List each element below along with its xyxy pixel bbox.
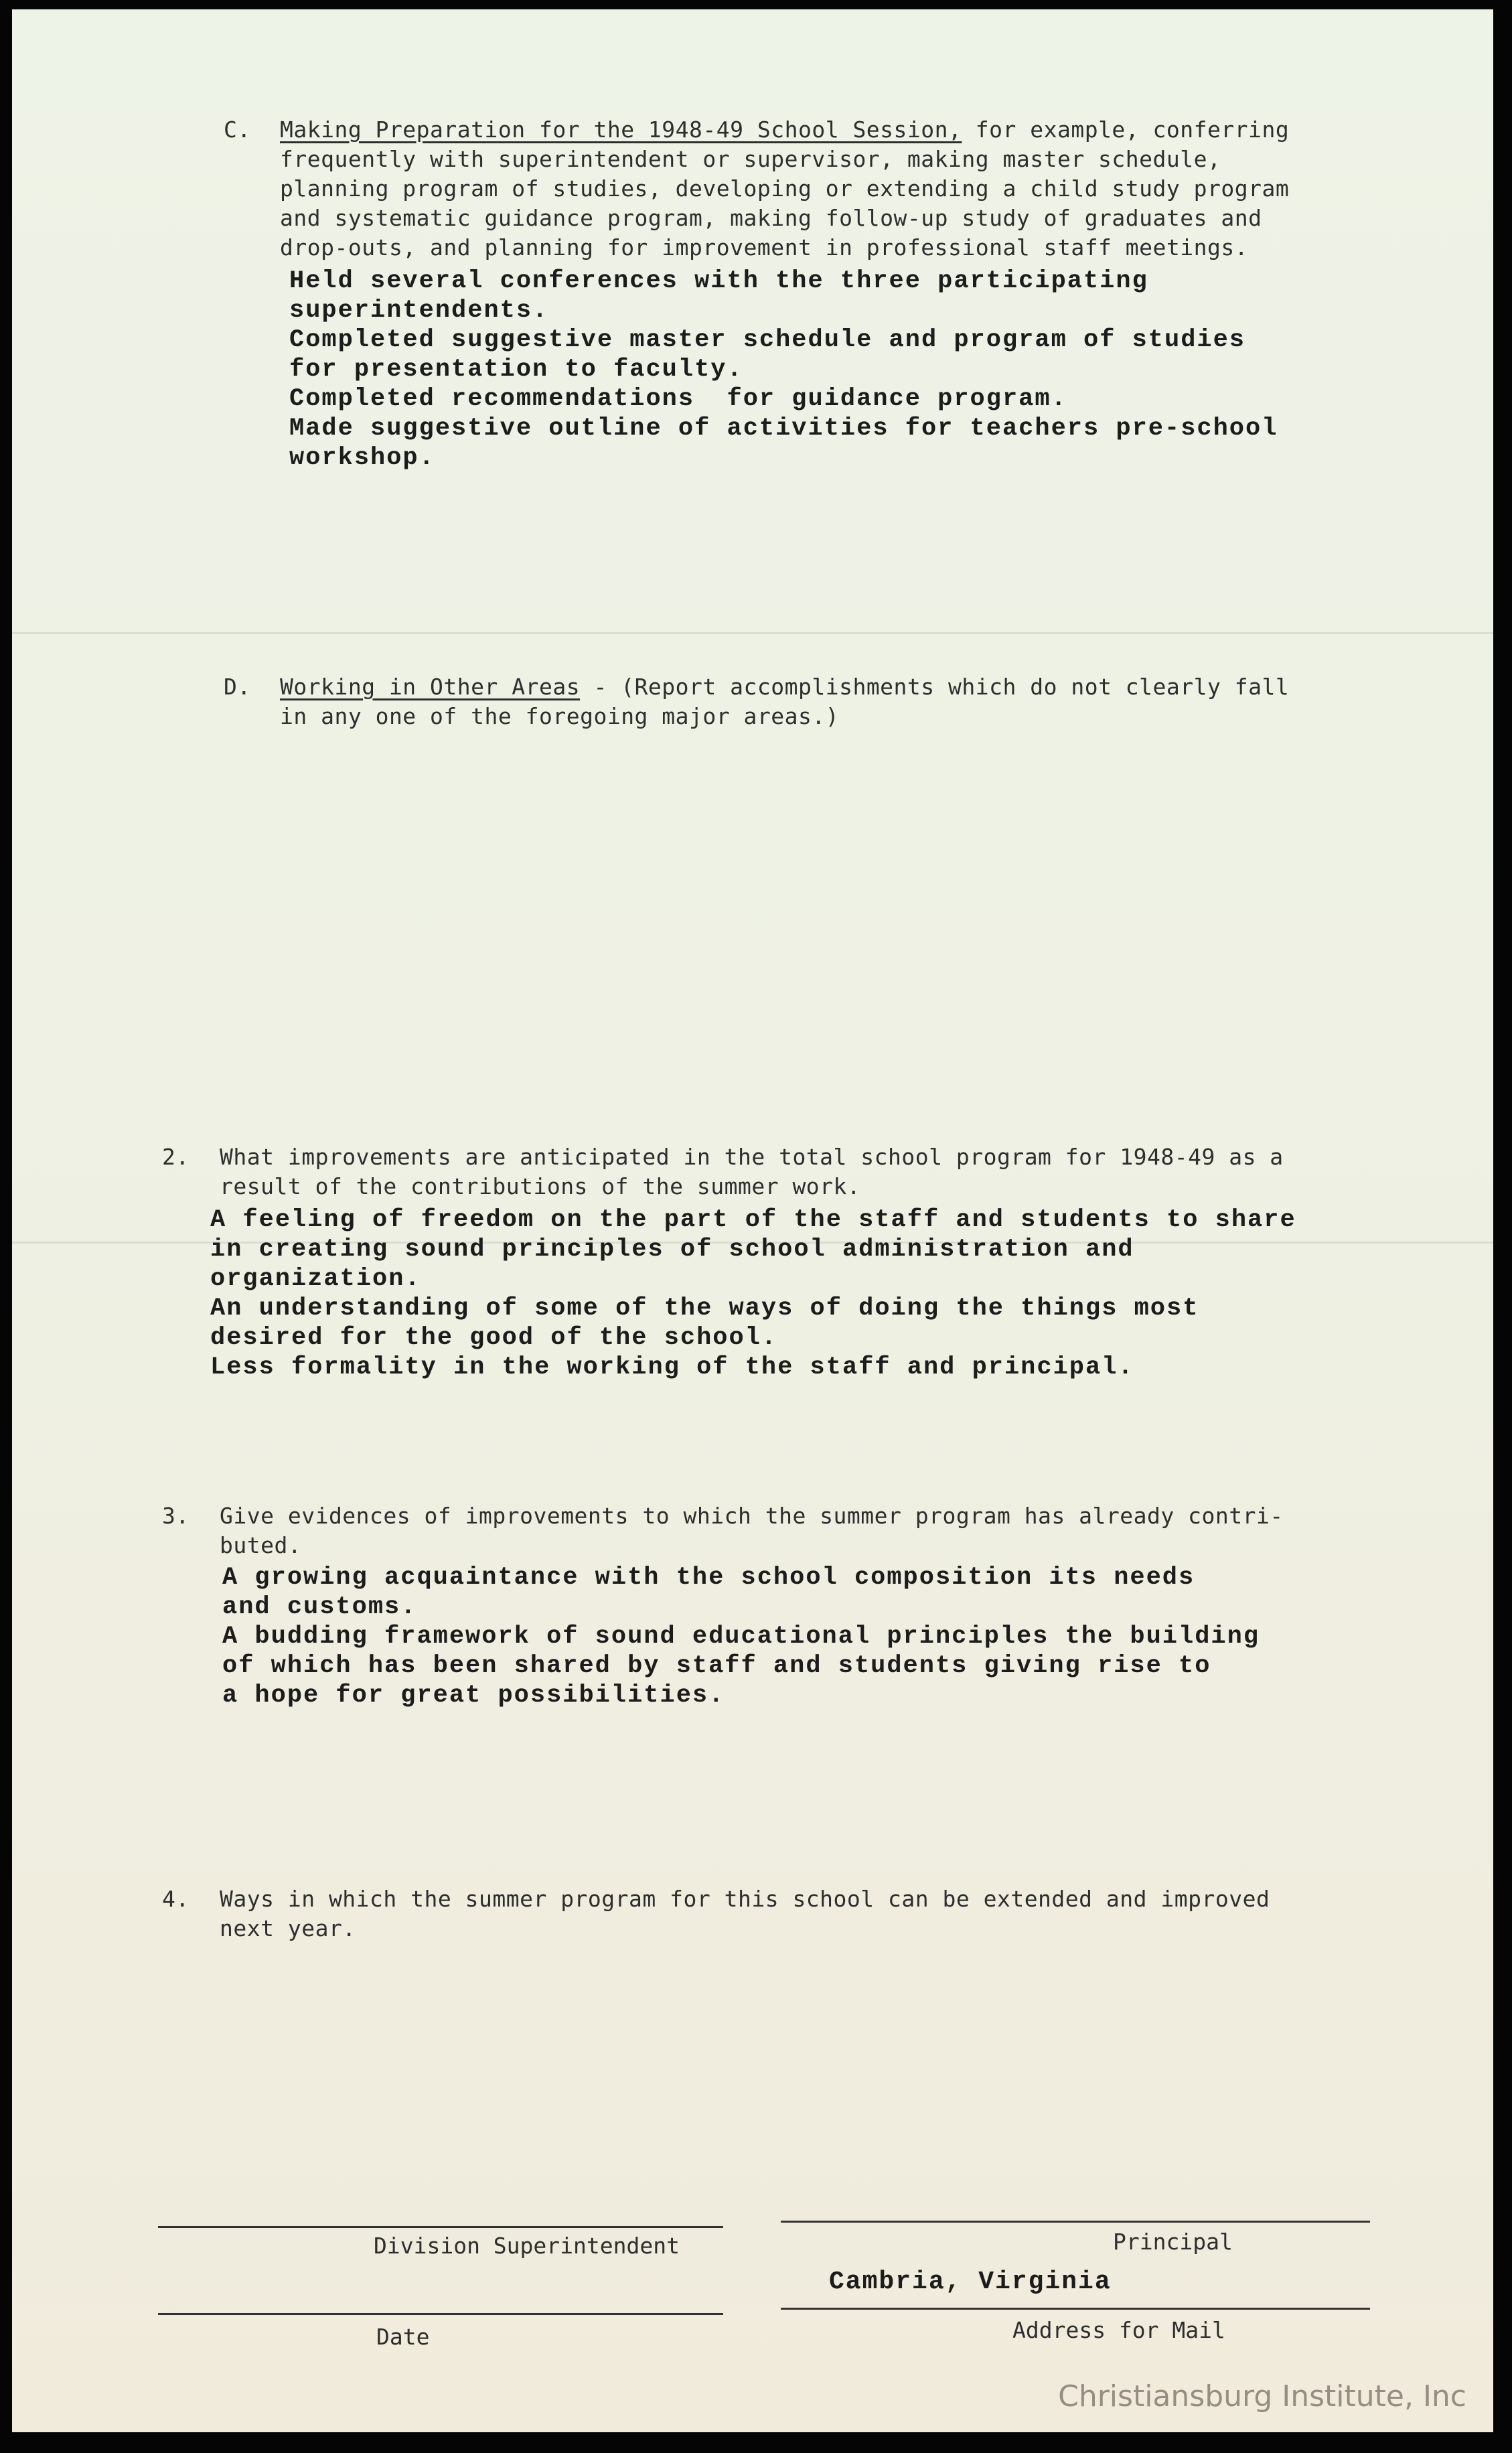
section-d-title: Working in Other Areas bbox=[280, 674, 581, 700]
division-superintendent-label: Division Superintendent bbox=[374, 2233, 680, 2259]
document-page bbox=[12, 9, 1493, 2432]
q2-number: 2. bbox=[162, 1144, 190, 1170]
principal-line bbox=[781, 2221, 1370, 2223]
division-superintendent-line bbox=[158, 2226, 723, 2228]
q2-response: A feeling of freedom on the part of the staff and students to share in creating sound principles of school administration and organization. An understanding of some of the ways of doing the things most desired for the good of the school. Less formality in the working of the staff and principal. bbox=[210, 1206, 1296, 1382]
date-line bbox=[158, 2313, 723, 2315]
watermark: Christiansburg Institute, Inc bbox=[1058, 2379, 1466, 2413]
q3-prompt: Give evidences of improvements to which the summer program has already contri- buted. bbox=[220, 1503, 1284, 1558]
q4-number: 4. bbox=[162, 1886, 190, 1912]
principal-label: Principal bbox=[1113, 2229, 1233, 2255]
address-label: Address for Mail bbox=[1012, 2317, 1225, 2343]
q4-prompt: Ways in which the summer program for this school can be extended and improved next year. bbox=[220, 1886, 1270, 1941]
date-label: Date bbox=[376, 2324, 430, 2350]
section-c-title: Making Preparation for the 1948-49 School Session, bbox=[280, 117, 962, 143]
address-line bbox=[781, 2308, 1370, 2310]
section-c-letter: C. bbox=[224, 117, 251, 143]
section-c-prompt: Making Preparation for the 1948-49 School Session, for example, conferring frequently with superintendent or supervisor, making master schedule, planning program of studies, developing or extending a child study program and systematic guidance program, making follow-up study of graduates and drop-outs, and planning for improvement in professional staff meetings. bbox=[280, 117, 1290, 261]
q2-prompt: What improvements are anticipated in the total school program for 1948-49 as a result of the contributions of the summer work. bbox=[220, 1144, 1284, 1199]
section-d-letter: D. bbox=[224, 674, 251, 700]
q3-number: 3. bbox=[162, 1503, 190, 1529]
section-c-response: Held several conferences with the three participating superintendents. Completed suggestive master schedule and program of studies for presentation to faculty. Completed recommendations for guidance program. Made suggestive outline of activities for teachers pre-school workshop. bbox=[289, 267, 1278, 472]
q3-response: A growing acquaintance with the school composition its needs and customs. A budding framework of sound educational principles the building of which has been shared by staff and students giving rise to a hope for great possibilities. bbox=[222, 1564, 1260, 1710]
fold-crease bbox=[12, 632, 1493, 634]
section-d-prompt: Working in Other Areas - (Report accomplishments which do not clearly fall in any one of the foregoing major areas.) bbox=[280, 674, 1290, 729]
address-value: Cambria, Virginia bbox=[829, 2268, 1112, 2296]
